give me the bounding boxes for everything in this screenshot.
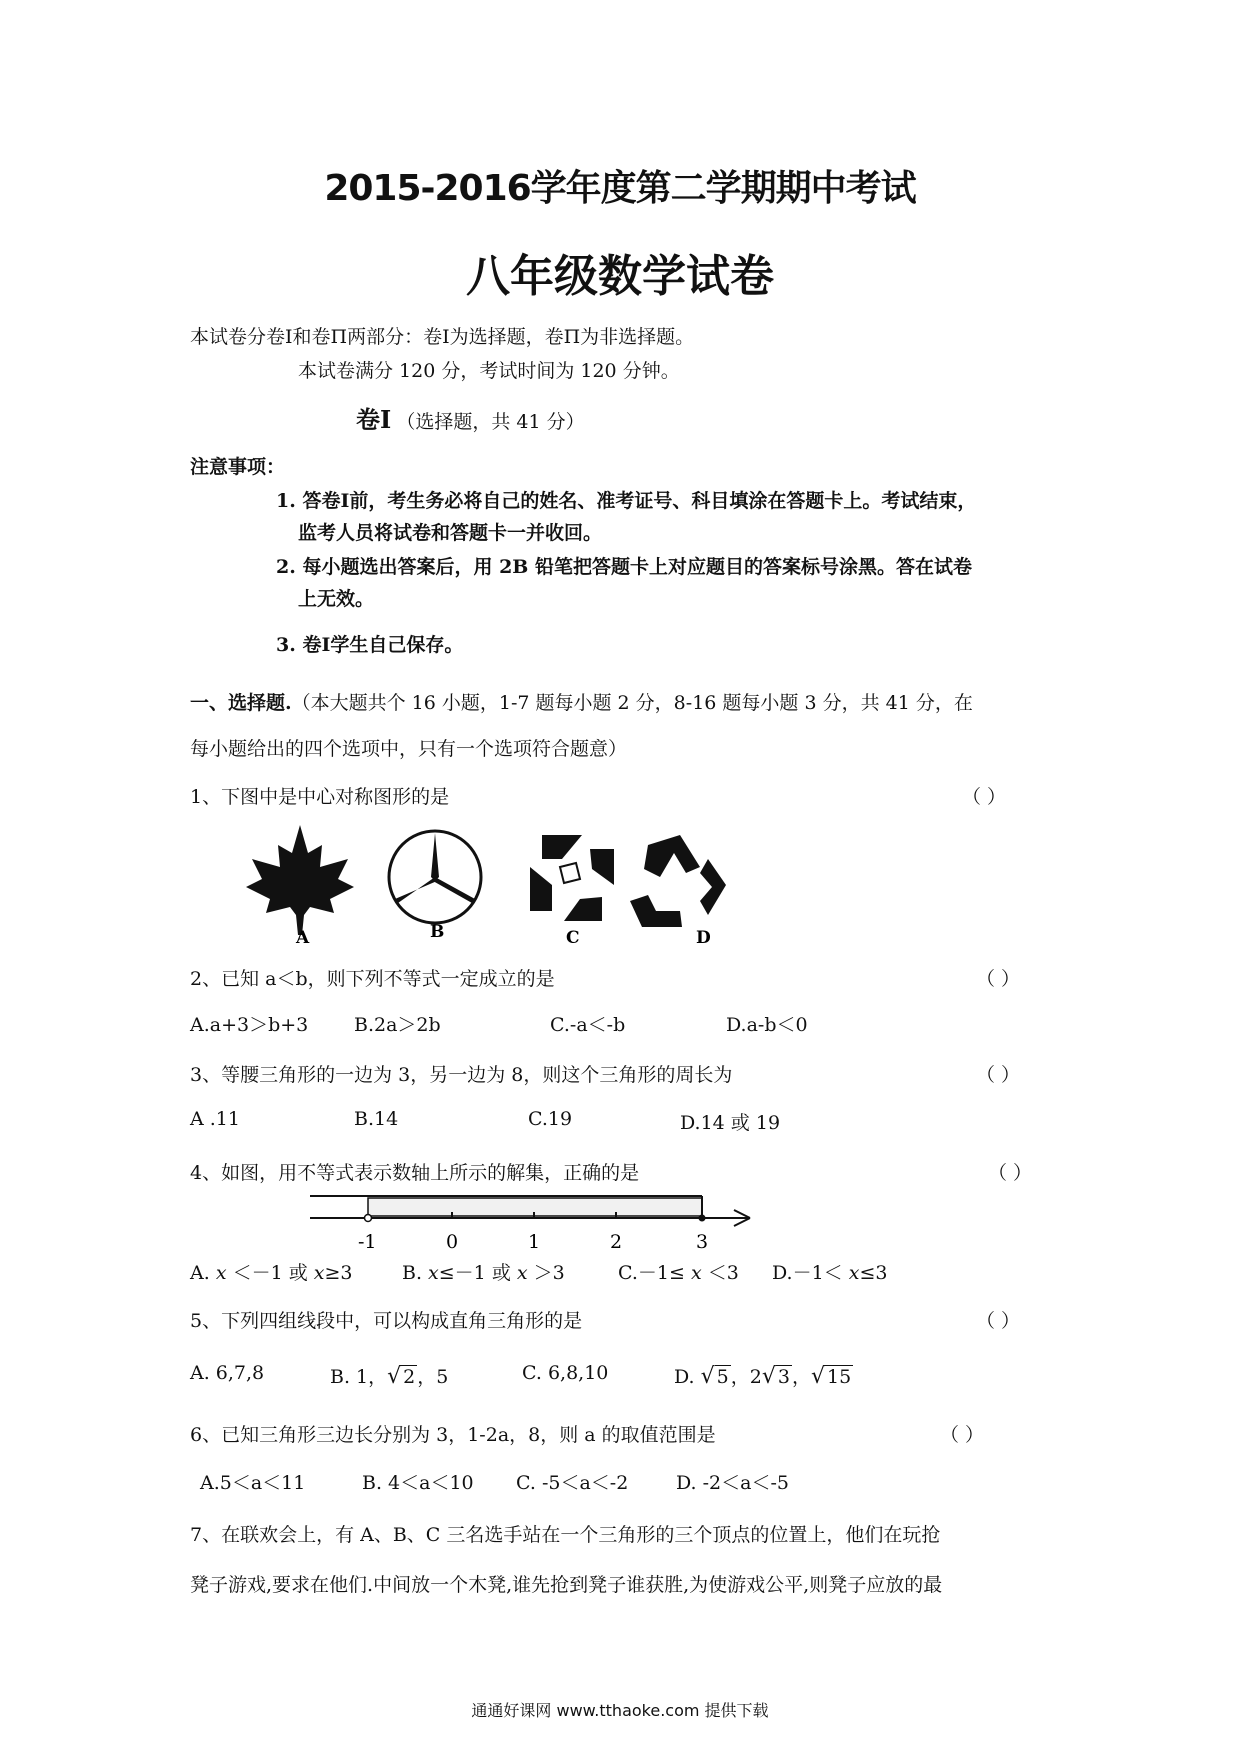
q3-option-c: C.19 <box>528 1108 573 1130</box>
q2-stem: 2、已知 a＜b，则下列不等式一定成立的是 <box>190 968 555 990</box>
q2-option-d: D.a-b＜0 <box>726 1014 808 1036</box>
section-desc-b: 每小题给出的四个选项中，只有一个选项符合题意） <box>190 738 628 760</box>
q4-answer-paren: （ ） <box>988 1162 1033 1184</box>
tick-label-neg1: -1 <box>358 1231 377 1253</box>
exam-subtitle: 八年级数学试卷 <box>466 251 774 302</box>
q1-answer-paren: （ ） <box>962 786 1007 808</box>
q4-option-d: D.－1＜ x≤3 <box>772 1262 888 1284</box>
q4-option-b: B. x≤－1 或 x ＞3 <box>402 1262 565 1284</box>
q3-stem: 3、等腰三角形的一边为 3，另一边为 8，则这个三角形的周长为 <box>190 1064 733 1086</box>
recycle-icon <box>630 835 726 927</box>
tick-label-0: 0 <box>446 1231 459 1253</box>
notice-heading: 注意事项： <box>190 456 286 478</box>
closed-dot <box>699 1215 706 1222</box>
q5-answer-paren: （ ） <box>976 1310 1021 1332</box>
notice-item-2a: 2. 每小题选出答案后，用 2B 铅笔把答题卡上对应题目的答案标号涂黑。答在试卷 <box>276 556 972 578</box>
q2-option-a: A.a+3＞b+3 <box>190 1014 309 1036</box>
q5-option-a: A. 6,7,8 <box>190 1362 265 1384</box>
q1-label-a: A <box>296 928 310 945</box>
q4-option-a: A. x ＜－1 或 x≥3 <box>190 1262 353 1284</box>
notice-item-3: 3. 卷Ⅰ学生自己保存。 <box>276 634 464 656</box>
q3-option-b: B.14 <box>354 1108 399 1130</box>
q5-option-b: B. 1，√ 2 ，5 <box>330 1364 449 1389</box>
section-heading <box>190 688 973 715</box>
part-heading <box>356 400 585 435</box>
q6-stem: 6、已知三角形三边长分别为 3，1-2a，8，则 a 的取值范围是 <box>190 1424 716 1446</box>
tick-label-1: 1 <box>528 1231 541 1253</box>
notice-item-1a: 1. 答卷Ⅰ前，考生务必将自己的姓名、准考证号、科目填涂在答题卡上。考试结束， <box>276 490 977 512</box>
section-title: 一、选择题. <box>190 692 292 714</box>
q7-line-1: 7、在联欢会上，有 A、B、C 三名选手站在一个三角形的三个顶点的位置上，他们在玩抢 <box>190 1524 941 1546</box>
intro-line-2: 本试卷满分 120 分，考试时间为 120 分钟。 <box>298 360 680 382</box>
q1-label-c: C <box>566 928 580 945</box>
q4-option-c: C.－1≤ x ＜3 <box>618 1262 739 1284</box>
part-note: （选择题，共 41 分） <box>396 411 585 433</box>
pinwheel-icon <box>530 835 614 921</box>
q7-line-2: 凳子游戏,要求在他们.中间放一个木凳,谁先抢到凳子谁获胜,为使游戏公平,则凳子应放的最 <box>190 1574 943 1596</box>
q6-option-d: D. -2＜a＜-5 <box>676 1472 789 1494</box>
tick-label-3: 3 <box>696 1231 709 1253</box>
q4-stem: 4、如图，用不等式表示数轴上所示的解集，正确的是 <box>190 1162 640 1184</box>
q5-option-d: D. √ 5 ，2√ 3 ，√ 15 <box>674 1364 852 1389</box>
three-pointed-star-icon <box>389 831 481 923</box>
q6-answer-paren: （ ） <box>940 1424 985 1446</box>
maple-leaf-icon <box>246 825 354 935</box>
q3-option-a: A .11 <box>190 1108 240 1130</box>
q2-option-c: C.-a＜-b <box>550 1014 626 1036</box>
q5-stem: 5、下列四组线段中，可以构成直角三角形的是 <box>190 1310 583 1332</box>
q2-option-b: B.2a＞2b <box>354 1014 441 1036</box>
open-dot <box>365 1215 372 1222</box>
q6-option-a: A.5＜a＜11 <box>200 1472 306 1494</box>
page-footer: 通通好课网 www.tthaoke.com 提供下载 <box>471 1701 769 1720</box>
q1-figures <box>230 815 790 945</box>
q2-answer-paren: （ ） <box>976 968 1021 990</box>
q3-answer-paren: （ ） <box>976 1064 1021 1086</box>
part-title: 卷Ⅰ <box>356 405 392 434</box>
q6-option-b: B. 4＜a＜10 <box>362 1472 474 1494</box>
q1-label-b: B <box>430 922 445 942</box>
section-desc-a: （本大题共个 16 小题，1-7 题每小题 2 分，8-16 题每小题 3 分，共 41 分，在 <box>291 692 973 714</box>
q3-option-d: D.14 或 19 <box>680 1112 781 1134</box>
tick-label-2: 2 <box>610 1231 623 1253</box>
notice-item-2b: 上无效。 <box>298 588 375 610</box>
intro-line-1: 本试卷分卷Ⅰ和卷Π两部分：卷Ⅰ为选择题，卷Π为非选择题。 <box>190 326 695 348</box>
notice-item-1b: 监考人员将试卷和答题卡一并收回。 <box>298 522 603 544</box>
q1-label-d: D <box>696 928 711 945</box>
q1-stem: 1、下图中是中心对称图形的是 <box>190 786 450 808</box>
exam-title: 2015-2016学年度第二学期期中考试 <box>324 168 916 209</box>
q5-option-c: C. 6,8,10 <box>522 1362 609 1384</box>
q6-option-c: C. -5＜a＜-2 <box>516 1472 629 1494</box>
